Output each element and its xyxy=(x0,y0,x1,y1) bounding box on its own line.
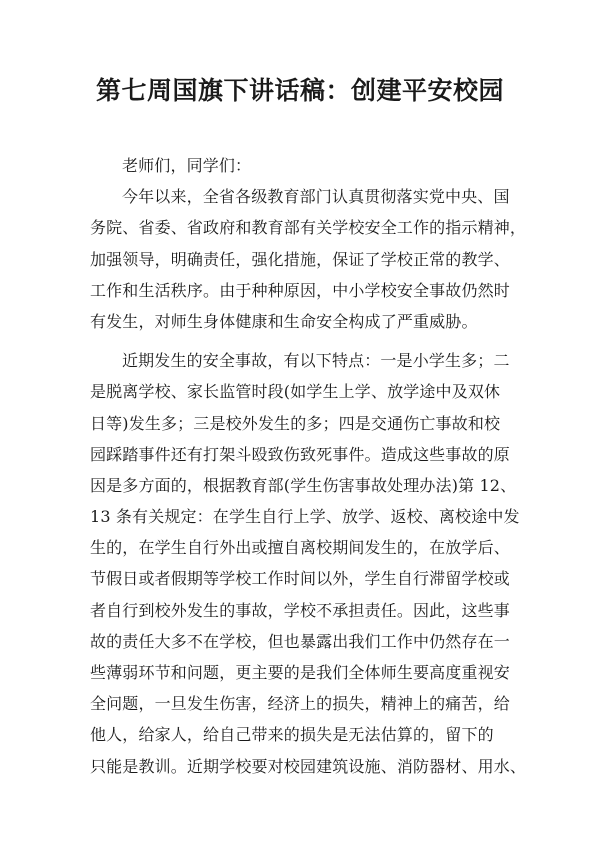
paragraph-2-line: 他人，给家人，给自己带来的损失是无法估算的，留下的 xyxy=(90,725,494,745)
paragraph-2-line: 者自行到校外发生的事故，学校不承担责任。因此，这些事 xyxy=(90,600,510,620)
paragraph-1-line: 今年以来，全省各级教育部门认真贯彻落实党中央、国 xyxy=(122,187,510,207)
paragraph-2-line: 13 条有关规定：在学生自行上学、放学、返校、离校途中发 xyxy=(90,507,520,527)
paragraph-2-line: 是脱离学校、家长监管时段(如学生上学、放学途中及双休 xyxy=(90,382,501,402)
paragraph-2-line: 节假日或者假期等学校工作时间以外，学生自行滞留学校或 xyxy=(90,569,510,589)
document-title: 第七周国旗下讲话稿：创建平安校园 xyxy=(95,76,504,105)
greeting-line: 老师们，同学们： xyxy=(122,156,252,175)
paragraph-2-line: 故的责任大多不在学校，但也暴露出我们工作中仍然存在一 xyxy=(90,631,510,651)
paragraph-1-line: 务院、省委、省政府和教育部有关学校安全工作的指示精神， xyxy=(90,218,527,238)
paragraph-1-line: 有发生，对师生身体健康和生命安全构成了严重威胁。 xyxy=(90,311,478,331)
paragraph-2-line: 些薄弱环节和问题，更主要的是我们全体师生要高度重视安 xyxy=(90,663,510,682)
paragraph-2-line: 近期发生的安全事故，有以下特点：一是小学生多；二 xyxy=(122,351,510,371)
paragraph-2-line: 生的，在学生自行外出或擅自离校期间发生的，在放学后、 xyxy=(90,538,510,558)
paragraph-gap xyxy=(90,337,514,345)
paragraph-2-line: 全问题，一旦发生伤害，经济上的损失，精神上的痛苦，给 xyxy=(90,694,510,714)
document-body xyxy=(90,150,527,782)
paragraph-2-line: 因是多方面的，根据教育部(学生伤害事故处理办法)第 12、 xyxy=(90,475,517,495)
paragraph-1-line: 加强领导，明确责任，强化措施，保证了学校正常的教学、 xyxy=(90,249,510,269)
paragraph-2-line: 园踩踏事件还有打架斗殴致伤致死事件。造成这些事故的原 xyxy=(90,444,510,464)
paragraph-2-line: 只能是教训。近期学校要对校园建筑设施、消防器材、用水、 xyxy=(90,756,527,776)
paragraph-2-line: 日等)发生多；三是校外发生的多；四是交通伤亡事故和校 xyxy=(90,413,501,433)
paragraph-1-line: 工作和生活秩序。由于种种原因，中小学校安全事故仍然时 xyxy=(90,280,510,300)
